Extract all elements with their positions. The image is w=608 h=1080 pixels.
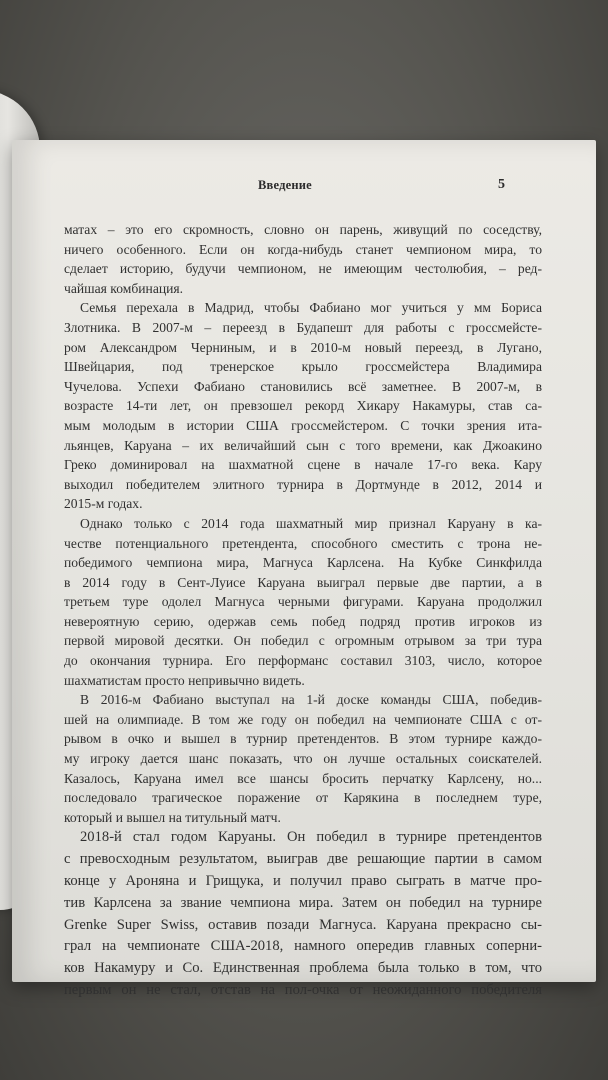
- text-line: до окончания турнира. Его перформанс составил 3103, число, которое: [64, 653, 542, 669]
- text-line: му игроку дается шанс показать, что он лучше остальных соискателей.: [64, 751, 542, 767]
- paragraph-2: [64, 298, 542, 514]
- text-line: выходил победителем элитного турнира в Дортмунде в 2012, 2014 и: [64, 476, 542, 492]
- paragraph-1: [64, 220, 542, 298]
- text-line: который и вышел на титульный матч.: [64, 809, 281, 825]
- page-number: 5: [498, 177, 505, 192]
- text-line: Семья перехала в Мадрид, чтобы Фабиано мог учиться у мм Бориса: [80, 300, 542, 316]
- text-line: ков Накамуру и Со. Единственная проблема была только в том, что: [64, 960, 542, 977]
- text-line: ром Александром Черниным, и в 2010-м новый переезд, в Лугано,: [64, 339, 542, 355]
- text-line: льянцев, Каруана – их величайший сын с того времени, как Джоакино: [64, 437, 542, 453]
- text-line: 2015-м годах.: [64, 496, 143, 512]
- text-line: рывом в очко и вышел в турнир претендентов. В этом турнире каждо-: [64, 731, 542, 747]
- text-line: конце у Ароняна и Грищука, и получил право сыграть в матче про-: [64, 873, 542, 889]
- running-head: [12, 178, 596, 198]
- text-line: Чучелова. Успехи Фабиано становились всё заметнее. В 2007-м, в: [64, 378, 542, 394]
- text-line: Однако только с 2014 года шахматный мир признал Каруану в ка-: [80, 515, 542, 531]
- text-line: 2018-й стал годом Каруаны. Он победил в турнире претендентов: [80, 829, 542, 846]
- text-line: грал на чемпионате США-2018, намного опередив главных соперни-: [64, 938, 542, 955]
- text-line: Греко доминировал на шахматной сцене в начале 17-го века. Кару: [64, 457, 542, 473]
- text-line: шахматистам просто непривычно видеть.: [64, 672, 305, 688]
- text-line: Швейцария, под тренерское крыло гроссмейстера Владимира: [64, 359, 542, 375]
- body-text: [64, 220, 542, 1002]
- text-line: третьем туре одолел Магнуса черными фигурами. Каруана продолжил: [64, 594, 542, 610]
- paragraph-4: [64, 690, 542, 827]
- text-line: ничего особенного. Если он когда-нибудь станет чемпионом мира, то: [64, 241, 542, 257]
- text-line: чайшая комбинация.: [64, 280, 184, 296]
- text-line: первой мировой десятки. Он победил с огромным отрывом за три тура: [64, 633, 542, 649]
- paragraph-3: [64, 514, 542, 690]
- text-line: последовало трагическое поражение от Карякина в последнем туре,: [64, 790, 542, 806]
- text-line: возрасте 14-ти лет, он превзошел рекорд Хикару Накамуры, став са-: [64, 398, 542, 414]
- text-line: в 2014 году в Сент-Луисе Каруана выиграл первые две партии, а в: [64, 574, 542, 590]
- text-line: шей на олимпиаде. В том же году он победил на чемпионате США с от-: [64, 711, 542, 727]
- text-line: честве потенциального претендента, способного сместить с трона не-: [64, 535, 542, 551]
- text-line: Grenke Super Swiss, оставив позади Магнуса. Каруана прекрасно сы-: [64, 916, 542, 933]
- running-title: Введение: [258, 178, 312, 192]
- text-line: Казалось, Каруана имел все шансы бросить перчатку Карлсену, но...: [64, 770, 542, 786]
- book-page: [12, 140, 596, 998]
- text-line: тив Карлсена за звание чемпиона мира. Затем он победил на турнире: [64, 894, 542, 911]
- text-line: В 2016-м Фабиано выступал на 1-й доске команды США, победив-: [80, 692, 542, 708]
- text-line: победимого чемпиона мира, Магнуса Карлсена. На Кубке Синкфилда: [64, 555, 542, 571]
- text-line: с превосходным результатом, выиграв две решающие партии в самом: [64, 851, 542, 868]
- paragraph-5: [64, 827, 542, 1001]
- text-line: мым молодым в истории США гроссмейстером. С точки зрения ита-: [64, 417, 542, 433]
- text-line: матах – это его скромность, словно он парень, живущий по соседству,: [64, 222, 542, 237]
- text-line: Злотника. В 2007-м – переезд в Будапешт для работы с гроссмейсте-: [64, 319, 542, 335]
- text-line: невероятную серию, одержав семь побед подряд против игроков из: [64, 613, 542, 629]
- text-line: первым он не стал, отстав на пол-очка от неожиданного победителя: [64, 981, 542, 998]
- text-line: сделает историю, будучи чемпионом, не имеющим честолюбия, – ред-: [64, 261, 542, 277]
